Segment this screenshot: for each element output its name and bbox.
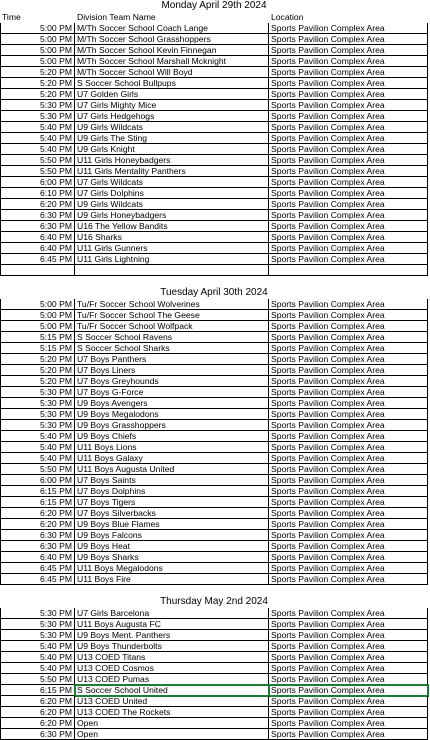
time-cell[interactable]: 5:20 PM [0,89,75,100]
time-cell[interactable]: 6:20 PM [0,508,75,519]
team-cell[interactable]: U11 Boys Lions [75,442,269,453]
team-cell[interactable]: Tu/Fr Soccer School The Geese [75,310,269,321]
team-cell[interactable]: U7 Boys Tigers [75,497,269,508]
team-cell[interactable]: U9 Boys Avengers [75,398,269,409]
table-row[interactable] [0,376,430,387]
table-row[interactable] [0,398,430,409]
time-cell[interactable]: 5:00 PM [0,321,75,332]
team-cell[interactable]: U9 Boys Blue Flames [75,519,269,530]
location-cell[interactable]: Sports Pavilion Complex Area [269,166,428,177]
table-row[interactable] [0,365,430,376]
location-cell[interactable]: Sports Pavilion Complex Area [269,409,428,420]
location-cell[interactable]: Sports Pavilion Complex Area [269,453,428,464]
team-cell[interactable]: U11 Boys Megalodons [75,563,269,574]
team-cell[interactable]: U16 The Yellow Bandits [75,221,269,232]
time-cell[interactable]: 5:30 PM [0,608,75,619]
location-cell[interactable]: Sports Pavilion Complex Area [269,685,428,696]
team-cell[interactable]: M/Th Soccer School Will Boyd [75,67,269,78]
time-cell[interactable]: 5:00 PM [0,56,75,67]
table-row[interactable] [0,221,430,232]
team-cell[interactable]: U7 Boys Saints [75,475,269,486]
time-cell[interactable]: 5:20 PM [0,78,75,89]
table-row[interactable] [0,166,430,177]
header-row [0,12,430,23]
table-row[interactable] [0,530,430,541]
table-row[interactable] [0,243,430,254]
table-row[interactable] [0,210,430,221]
table-row[interactable] [0,332,430,343]
location-cell[interactable]: Sports Pavilion Complex Area [269,111,428,122]
location-cell[interactable]: Sports Pavilion Complex Area [269,155,428,166]
time-cell[interactable]: 6:30 PM [0,530,75,541]
time-cell[interactable]: 6:15 PM [0,685,75,696]
location-cell[interactable]: Sports Pavilion Complex Area [269,144,428,155]
table-row[interactable] [0,122,430,133]
team-cell[interactable]: U7 Boys Dolphins [75,486,269,497]
table-row[interactable] [0,188,430,199]
time-cell[interactable]: 6:20 PM [0,199,75,210]
location-cell[interactable]: Sports Pavilion Complex Area [269,56,428,67]
location-cell[interactable]: Sports Pavilion Complex Area [269,243,428,254]
table-row[interactable] [0,552,430,563]
table-row[interactable] [0,199,430,210]
team-cell[interactable]: S Soccer School Ravens [75,332,269,343]
table-row[interactable] [0,685,430,696]
table-row[interactable] [0,67,430,78]
team-cell[interactable]: U9 Girls Knight [75,144,269,155]
table-row[interactable] [0,34,430,45]
table-row[interactable] [0,232,430,243]
day-title: Thursday May 2nd 2024 [160,596,268,607]
location-cell[interactable]: Sports Pavilion Complex Area [269,420,428,431]
location-cell[interactable]: Sports Pavilion Complex Area [269,442,428,453]
time-cell[interactable]: 6:00 PM [0,475,75,486]
team-cell[interactable]: Tu/Fr Soccer School Wolverines [75,299,269,310]
table-row[interactable] [0,354,430,365]
table-row[interactable] [0,519,430,530]
team-cell[interactable]: U7 Girls Hedgehogs [75,111,269,122]
time-cell[interactable]: 6:30 PM [0,729,75,740]
time-cell[interactable]: 6:20 PM [0,707,75,718]
time-cell[interactable]: 5:40 PM [0,122,75,133]
team-cell[interactable]: U7 Boys Silverbacks [75,508,269,519]
time-cell[interactable]: 5:40 PM [0,442,75,453]
table-row[interactable] [0,431,430,442]
team-cell[interactable]: U7 Girls Mighty Mice [75,100,269,111]
location-cell[interactable]: Sports Pavilion Complex Area [269,696,428,707]
time-cell[interactable]: 5:30 PM [0,398,75,409]
time-cell[interactable]: 6:20 PM [0,718,75,729]
location-cell[interactable]: Sports Pavilion Complex Area [269,221,428,232]
location-cell[interactable]: Sports Pavilion Complex Area [269,729,428,740]
team-cell[interactable]: U11 Girls Mentality Panthers [75,166,269,177]
time-cell[interactable]: 6:45 PM [0,254,75,265]
location-cell[interactable]: Sports Pavilion Complex Area [269,608,428,619]
time-cell[interactable]: 5:50 PM [0,166,75,177]
team-cell[interactable]: U7 Golden Girls [75,89,269,100]
time-cell[interactable]: 5:30 PM [0,409,75,420]
header-division[interactable]: Division Team Name [77,12,156,22]
team-cell[interactable]: M/Th Soccer School Grasshoppers [75,34,269,45]
team-cell[interactable]: M/Th Soccer School Coach Lange [75,23,269,34]
location-cell[interactable]: Sports Pavilion Complex Area [269,310,428,321]
time-cell[interactable]: 6:20 PM [0,696,75,707]
table-row[interactable] [0,674,430,685]
table-row[interactable] [0,475,430,486]
location-cell[interactable]: Sports Pavilion Complex Area [269,563,428,574]
team-cell[interactable]: U11 Boys Fire [75,574,269,585]
table-row[interactable] [0,111,430,122]
table-row[interactable] [0,100,430,111]
location-cell[interactable]: Sports Pavilion Complex Area [269,574,428,585]
location-cell[interactable]: Sports Pavilion Complex Area [269,619,428,630]
team-cell[interactable]: M/Th Soccer School Kevin Finnegan [75,45,269,56]
time-cell[interactable]: 5:00 PM [0,299,75,310]
table-row[interactable] [0,630,430,641]
team-cell[interactable]: U11 Boys Augusta United [75,464,269,475]
time-cell[interactable]: 6:15 PM [0,486,75,497]
time-cell[interactable]: 6:40 PM [0,552,75,563]
day-title: Monday April 29th 2024 [161,0,267,11]
team-cell[interactable]: U13 COED Cosmos [75,663,269,674]
location-cell[interactable]: Sports Pavilion Complex Area [269,354,428,365]
location-cell[interactable]: Sports Pavilion Complex Area [269,652,428,663]
team-cell[interactable]: U7 Girls Barcelona [75,608,269,619]
table-row[interactable] [0,387,430,398]
time-cell[interactable]: 6:45 PM [0,574,75,585]
time-cell[interactable]: 5:20 PM [0,376,75,387]
time-cell[interactable]: 5:40 PM [0,453,75,464]
table-row[interactable] [0,696,430,707]
team-cell[interactable]: U13 COED Titans [75,652,269,663]
time-cell[interactable]: 5:40 PM [0,133,75,144]
location-cell[interactable]: Sports Pavilion Complex Area [269,519,428,530]
team-cell[interactable]: U9 Girls Honeybadgers [75,210,269,221]
location-cell[interactable]: Sports Pavilion Complex Area [269,398,428,409]
table-row[interactable] [0,56,430,67]
team-cell[interactable]: U9 Girls The Sting [75,133,269,144]
time-cell[interactable]: 5:20 PM [0,365,75,376]
team-cell[interactable]: U13 COED Pumas [75,674,269,685]
location-cell[interactable]: Sports Pavilion Complex Area [269,133,428,144]
time-cell[interactable]: 6:40 PM [0,232,75,243]
table-row[interactable] [0,663,430,674]
time-cell[interactable]: 5:50 PM [0,155,75,166]
time-cell[interactable]: 6:10 PM [0,188,75,199]
location-cell[interactable]: Sports Pavilion Complex Area [269,78,428,89]
time-cell[interactable]: 5:40 PM [0,641,75,652]
team-cell[interactable]: Open [75,729,269,740]
table-row[interactable] [0,78,430,89]
table-row[interactable] [0,563,430,574]
location-cell[interactable]: Sports Pavilion Complex Area [269,23,428,34]
location-cell[interactable]: Sports Pavilion Complex Area [269,630,428,641]
time-cell[interactable]: 6:45 PM [0,563,75,574]
team-cell[interactable]: U7 Boys G-Force [75,387,269,398]
time-cell[interactable]: 5:20 PM [0,67,75,78]
team-cell[interactable]: S Soccer School United [75,685,269,696]
team-cell[interactable]: U11 Girls Honeybadgers [75,155,269,166]
team-cell[interactable]: U11 Girls Gunners [75,243,269,254]
location-cell[interactable]: Sports Pavilion Complex Area [269,89,428,100]
team-cell[interactable]: U9 Boys Falcons [75,530,269,541]
team-cell[interactable]: U7 Boys Panthers [75,354,269,365]
table-row[interactable] [0,343,430,354]
time-cell[interactable]: 5:15 PM [0,332,75,343]
location-cell[interactable]: Sports Pavilion Complex Area [269,299,428,310]
location-cell[interactable]: Sports Pavilion Complex Area [269,552,428,563]
team-cell[interactable]: Tu/Fr Soccer School Wolfpack [75,321,269,332]
time-cell[interactable]: 5:30 PM [0,111,75,122]
time-cell[interactable]: 5:30 PM [0,100,75,111]
table-row[interactable] [0,652,430,663]
time-cell[interactable]: 5:50 PM [0,464,75,475]
header-time[interactable]: Time [2,12,21,22]
location-cell[interactable]: Sports Pavilion Complex Area [269,67,428,78]
table-row[interactable] [0,133,430,144]
table-row[interactable] [0,574,430,585]
team-cell[interactable]: Open [75,718,269,729]
location-cell[interactable]: Sports Pavilion Complex Area [269,343,428,354]
location-cell[interactable]: Sports Pavilion Complex Area [269,376,428,387]
location-cell[interactable]: Sports Pavilion Complex Area [269,210,428,221]
team-cell[interactable]: U9 Girls Wildcats [75,199,269,210]
location-cell[interactable]: Sports Pavilion Complex Area [269,188,428,199]
time-cell[interactable]: 5:30 PM [0,630,75,641]
empty-row[interactable] [0,265,430,276]
team-cell[interactable]: U9 Boys Ment. Panthers [75,630,269,641]
location-cell[interactable]: Sports Pavilion Complex Area [269,486,428,497]
table-row[interactable] [0,144,430,155]
table-row[interactable] [0,177,430,188]
location-cell[interactable]: Sports Pavilion Complex Area [269,497,428,508]
team-cell[interactable]: U13 COED United [75,696,269,707]
location-cell[interactable]: Sports Pavilion Complex Area [269,34,428,45]
location-cell[interactable]: Sports Pavilion Complex Area [269,232,428,243]
team-cell[interactable]: U16 Sharks [75,232,269,243]
table-row[interactable] [0,541,430,552]
team-cell[interactable]: U13 COED The Rockets [75,707,269,718]
time-cell[interactable]: 5:20 PM [0,354,75,365]
location-cell[interactable]: Sports Pavilion Complex Area [269,641,428,652]
team-cell[interactable]: U11 Boys Augusta FC [75,619,269,630]
location-cell[interactable]: Sports Pavilion Complex Area [269,475,428,486]
team-cell[interactable]: S Soccer School Sharks [75,343,269,354]
time-cell[interactable]: 5:50 PM [0,674,75,685]
location-cell[interactable]: Sports Pavilion Complex Area [269,464,428,475]
location-cell[interactable]: Sports Pavilion Complex Area [269,718,428,729]
table-row[interactable] [0,409,430,420]
table-row[interactable] [0,155,430,166]
time-cell[interactable]: 5:00 PM [0,23,75,34]
table-row[interactable] [0,508,430,519]
team-cell[interactable]: U9 Boys Megalodons [75,409,269,420]
team-cell[interactable]: U9 Boys Grasshoppers [75,420,269,431]
table-row[interactable] [0,321,430,332]
team-cell[interactable]: U9 Boys Chiefs [75,431,269,442]
location-cell[interactable]: Sports Pavilion Complex Area [269,508,428,519]
location-cell[interactable]: Sports Pavilion Complex Area [269,321,428,332]
location-cell[interactable]: Sports Pavilion Complex Area [269,177,428,188]
team-cell[interactable]: S Soccer School Bullpups [75,78,269,89]
team-cell[interactable]: U9 Boys Thunderbolts [75,641,269,652]
time-cell[interactable]: 6:30 PM [0,221,75,232]
location-cell[interactable]: Sports Pavilion Complex Area [269,254,428,265]
time-cell[interactable]: 5:40 PM [0,144,75,155]
location-cell[interactable]: Sports Pavilion Complex Area [269,365,428,376]
location-cell[interactable]: Sports Pavilion Complex Area [269,431,428,442]
header-location[interactable]: Location [271,12,304,22]
blank-row [0,276,430,287]
location-cell[interactable] [269,265,428,276]
time-cell[interactable] [0,265,75,276]
table-row[interactable] [0,608,430,619]
location-cell[interactable]: Sports Pavilion Complex Area [269,122,428,133]
table-row[interactable] [0,641,430,652]
location-cell[interactable]: Sports Pavilion Complex Area [269,100,428,111]
team-cell[interactable]: U7 Girls Dolphins [75,188,269,199]
time-cell[interactable]: 6:40 PM [0,243,75,254]
team-cell[interactable]: U9 Boys Heat [75,541,269,552]
table-row[interactable] [0,486,430,497]
team-cell[interactable]: U9 Girls Wildcats [75,122,269,133]
time-cell[interactable]: 5:30 PM [0,619,75,630]
location-cell[interactable]: Sports Pavilion Complex Area [269,530,428,541]
team-cell[interactable]: M/Th Soccer School Marshall Mcknight [75,56,269,67]
table-row[interactable] [0,497,430,508]
time-cell[interactable]: 5:40 PM [0,431,75,442]
table-row[interactable] [0,45,430,56]
team-cell[interactable]: U9 Boys Sharks [75,552,269,563]
location-cell[interactable]: Sports Pavilion Complex Area [269,707,428,718]
table-row[interactable] [0,254,430,265]
table-row[interactable] [0,718,430,729]
time-cell[interactable]: 5:15 PM [0,343,75,354]
time-cell[interactable]: 6:30 PM [0,541,75,552]
location-cell[interactable]: Sports Pavilion Complex Area [269,387,428,398]
team-cell[interactable]: U7 Boys Greyhounds [75,376,269,387]
table-row[interactable] [0,299,430,310]
table-row[interactable] [0,464,430,475]
day-title: Tuesday April 30th 2024 [160,287,268,298]
table-row[interactable] [0,442,430,453]
time-cell[interactable]: 5:30 PM [0,420,75,431]
location-cell[interactable]: Sports Pavilion Complex Area [269,199,428,210]
time-cell[interactable]: 6:30 PM [0,210,75,221]
location-cell[interactable]: Sports Pavilion Complex Area [269,674,428,685]
table-row[interactable] [0,707,430,718]
table-row[interactable] [0,453,430,464]
team-cell[interactable]: U11 Girls Lightning [75,254,269,265]
table-row[interactable] [0,420,430,431]
table-row[interactable] [0,310,430,321]
team-cell[interactable]: U7 Boys Liners [75,365,269,376]
time-cell[interactable]: 5:00 PM [0,310,75,321]
time-cell[interactable]: 5:00 PM [0,45,75,56]
table-row[interactable] [0,619,430,630]
time-cell[interactable]: 6:00 PM [0,177,75,188]
table-row[interactable] [0,89,430,100]
time-cell[interactable]: 5:40 PM [0,663,75,674]
location-cell[interactable]: Sports Pavilion Complex Area [269,332,428,343]
table-row[interactable] [0,729,430,740]
location-cell[interactable]: Sports Pavilion Complex Area [269,541,428,552]
team-cell[interactable]: U11 Boys Galaxy [75,453,269,464]
time-cell[interactable]: 5:40 PM [0,652,75,663]
time-cell[interactable]: 5:00 PM [0,34,75,45]
location-cell[interactable]: Sports Pavilion Complex Area [269,45,428,56]
time-cell[interactable]: 6:20 PM [0,519,75,530]
team-cell[interactable]: U7 Girls Wildcats [75,177,269,188]
team-cell[interactable] [75,265,269,276]
location-cell[interactable]: Sports Pavilion Complex Area [269,663,428,674]
blank-row [0,585,430,596]
time-cell[interactable]: 5:30 PM [0,387,75,398]
time-cell[interactable]: 6:15 PM [0,497,75,508]
table-row[interactable] [0,23,430,34]
